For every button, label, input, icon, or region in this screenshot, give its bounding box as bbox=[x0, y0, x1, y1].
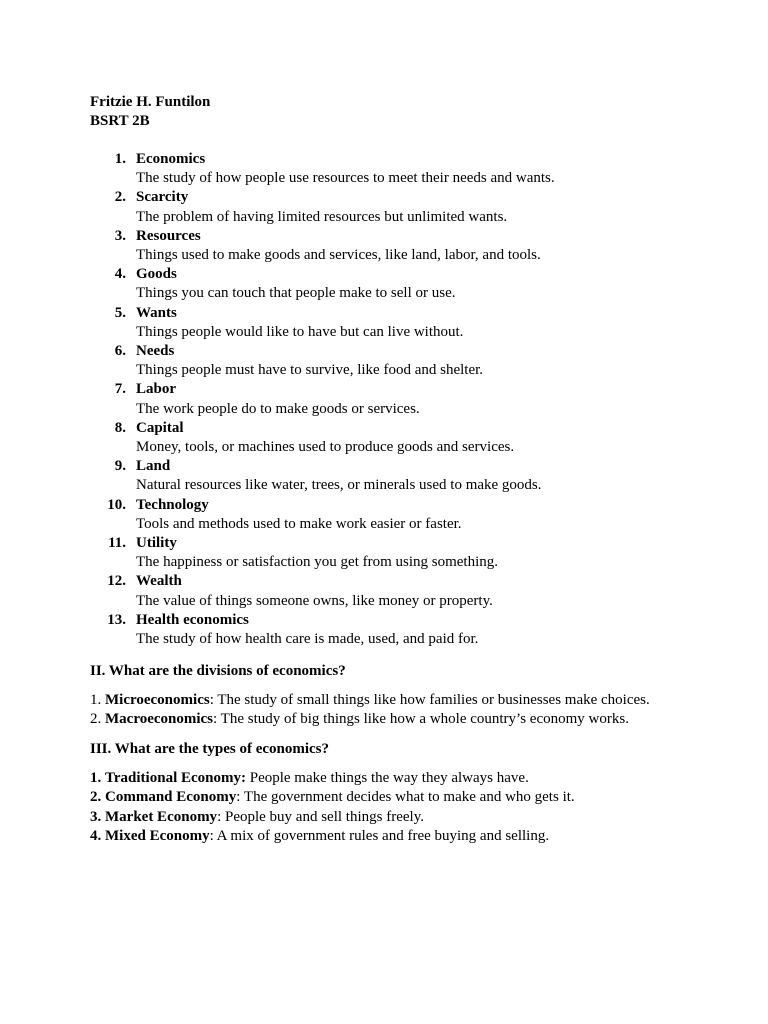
term-title: Needs bbox=[136, 343, 175, 360]
item-text: : People buy and sell things freely. bbox=[217, 808, 424, 825]
term-title: Economics bbox=[136, 151, 206, 167]
types-section bbox=[90, 740, 750, 846]
term-definition: The study of how health care is made, used, and paid for. bbox=[136, 631, 479, 648]
term-number: 8. bbox=[114, 419, 126, 436]
item-term: Macroeconomics bbox=[105, 711, 214, 728]
list-item bbox=[90, 788, 750, 807]
term-number: 12. bbox=[107, 573, 126, 590]
item-number: 1. bbox=[90, 692, 102, 709]
term-definition: Things people would like to have but can live without. bbox=[136, 323, 464, 340]
term-title: Labor bbox=[136, 381, 177, 398]
term-definition: Things used to make goods and services, like land, labor, and tools. bbox=[136, 247, 541, 264]
term-item bbox=[90, 342, 730, 380]
term-item bbox=[90, 419, 730, 457]
term-title: Utility bbox=[136, 535, 177, 552]
divisions-list bbox=[90, 691, 750, 729]
term-title: Resources bbox=[136, 227, 201, 244]
document-header bbox=[90, 93, 210, 131]
item-term: Traditional Economy: bbox=[105, 770, 246, 787]
term-definition: Things people must have to survive, like food and shelter. bbox=[136, 362, 484, 379]
term-item bbox=[90, 265, 730, 303]
divisions-section bbox=[90, 662, 750, 730]
term-number: 5. bbox=[114, 304, 126, 321]
item-number: 2. bbox=[90, 789, 102, 806]
term-item bbox=[90, 534, 730, 572]
term-number: 3. bbox=[114, 227, 126, 244]
term-definition: Tools and methods used to make work easier or faster. bbox=[136, 515, 462, 532]
term-item bbox=[90, 188, 730, 226]
term-title: Scarcity bbox=[136, 189, 189, 206]
item-number: 3. bbox=[90, 808, 102, 825]
item-number: 1. bbox=[90, 770, 102, 787]
term-definition: The work people do to make goods or services. bbox=[136, 400, 420, 417]
list-item bbox=[90, 710, 750, 729]
item-term: Command Economy bbox=[105, 789, 237, 806]
term-definition: The value of things someone owns, like money or property. bbox=[136, 592, 493, 609]
item-term: Market Economy bbox=[105, 808, 218, 825]
student-section: BSRT 2B bbox=[90, 113, 150, 130]
list-item bbox=[90, 808, 750, 827]
student-name: Fritzie H. Funtilon bbox=[90, 94, 211, 110]
term-definition: Natural resources like water, trees, or minerals used to make goods. bbox=[136, 477, 542, 494]
types-list bbox=[90, 769, 750, 846]
item-number: 2. bbox=[90, 711, 102, 728]
term-item bbox=[90, 150, 730, 188]
term-definition: The problem of having limited resources but unlimited wants. bbox=[136, 208, 508, 225]
term-number: 7. bbox=[114, 381, 126, 398]
term-definition: The happiness or satisfaction you get from using something. bbox=[136, 554, 499, 571]
term-definition: The study of how people use resources to meet their needs and wants. bbox=[136, 170, 555, 187]
term-number: 10. bbox=[107, 496, 126, 513]
item-term: Microeconomics bbox=[105, 692, 210, 709]
term-title: Wealth bbox=[136, 573, 182, 590]
term-item bbox=[90, 227, 730, 265]
term-number: 13. bbox=[107, 611, 126, 628]
term-title: Technology bbox=[136, 496, 209, 513]
item-text: : A mix of government rules and free buying and selling. bbox=[209, 827, 550, 844]
term-title: Land bbox=[136, 458, 171, 475]
item-term: Mixed Economy bbox=[105, 827, 210, 844]
term-number: 2. bbox=[114, 189, 126, 206]
term-item bbox=[90, 611, 730, 649]
term-title: Goods bbox=[136, 266, 177, 283]
term-number: 1. bbox=[114, 151, 126, 167]
item-number: 4. bbox=[90, 827, 102, 844]
terms-list bbox=[90, 150, 730, 649]
list-item bbox=[90, 769, 750, 788]
term-number: 4. bbox=[114, 266, 126, 283]
term-item bbox=[90, 572, 730, 610]
term-title: Wants bbox=[136, 304, 177, 321]
term-definition: Money, tools, or machines used to produce goods and services. bbox=[136, 439, 515, 456]
section-heading: II. What are the divisions of economics? bbox=[90, 663, 346, 679]
list-item bbox=[90, 691, 750, 710]
term-item bbox=[90, 457, 730, 495]
list-item bbox=[90, 827, 750, 846]
item-text: People make things the way they always have. bbox=[245, 770, 529, 787]
term-item bbox=[90, 496, 730, 534]
term-number: 11. bbox=[108, 535, 126, 552]
term-item bbox=[90, 304, 730, 342]
term-title: Capital bbox=[136, 419, 184, 436]
term-definition: Things you can touch that people make to sell or use. bbox=[136, 285, 456, 302]
term-number: 6. bbox=[114, 343, 126, 360]
term-title: Health economics bbox=[136, 611, 249, 628]
item-text: : The study of small things like how families or businesses make choices. bbox=[209, 692, 650, 709]
item-text: : The government decides what to make and who gets it. bbox=[236, 789, 575, 806]
term-item bbox=[90, 380, 730, 418]
item-text: : The study of big things like how a whole country’s economy works. bbox=[213, 711, 629, 728]
section-heading: III. What are the types of economics? bbox=[90, 741, 330, 757]
term-number: 9. bbox=[114, 458, 126, 475]
